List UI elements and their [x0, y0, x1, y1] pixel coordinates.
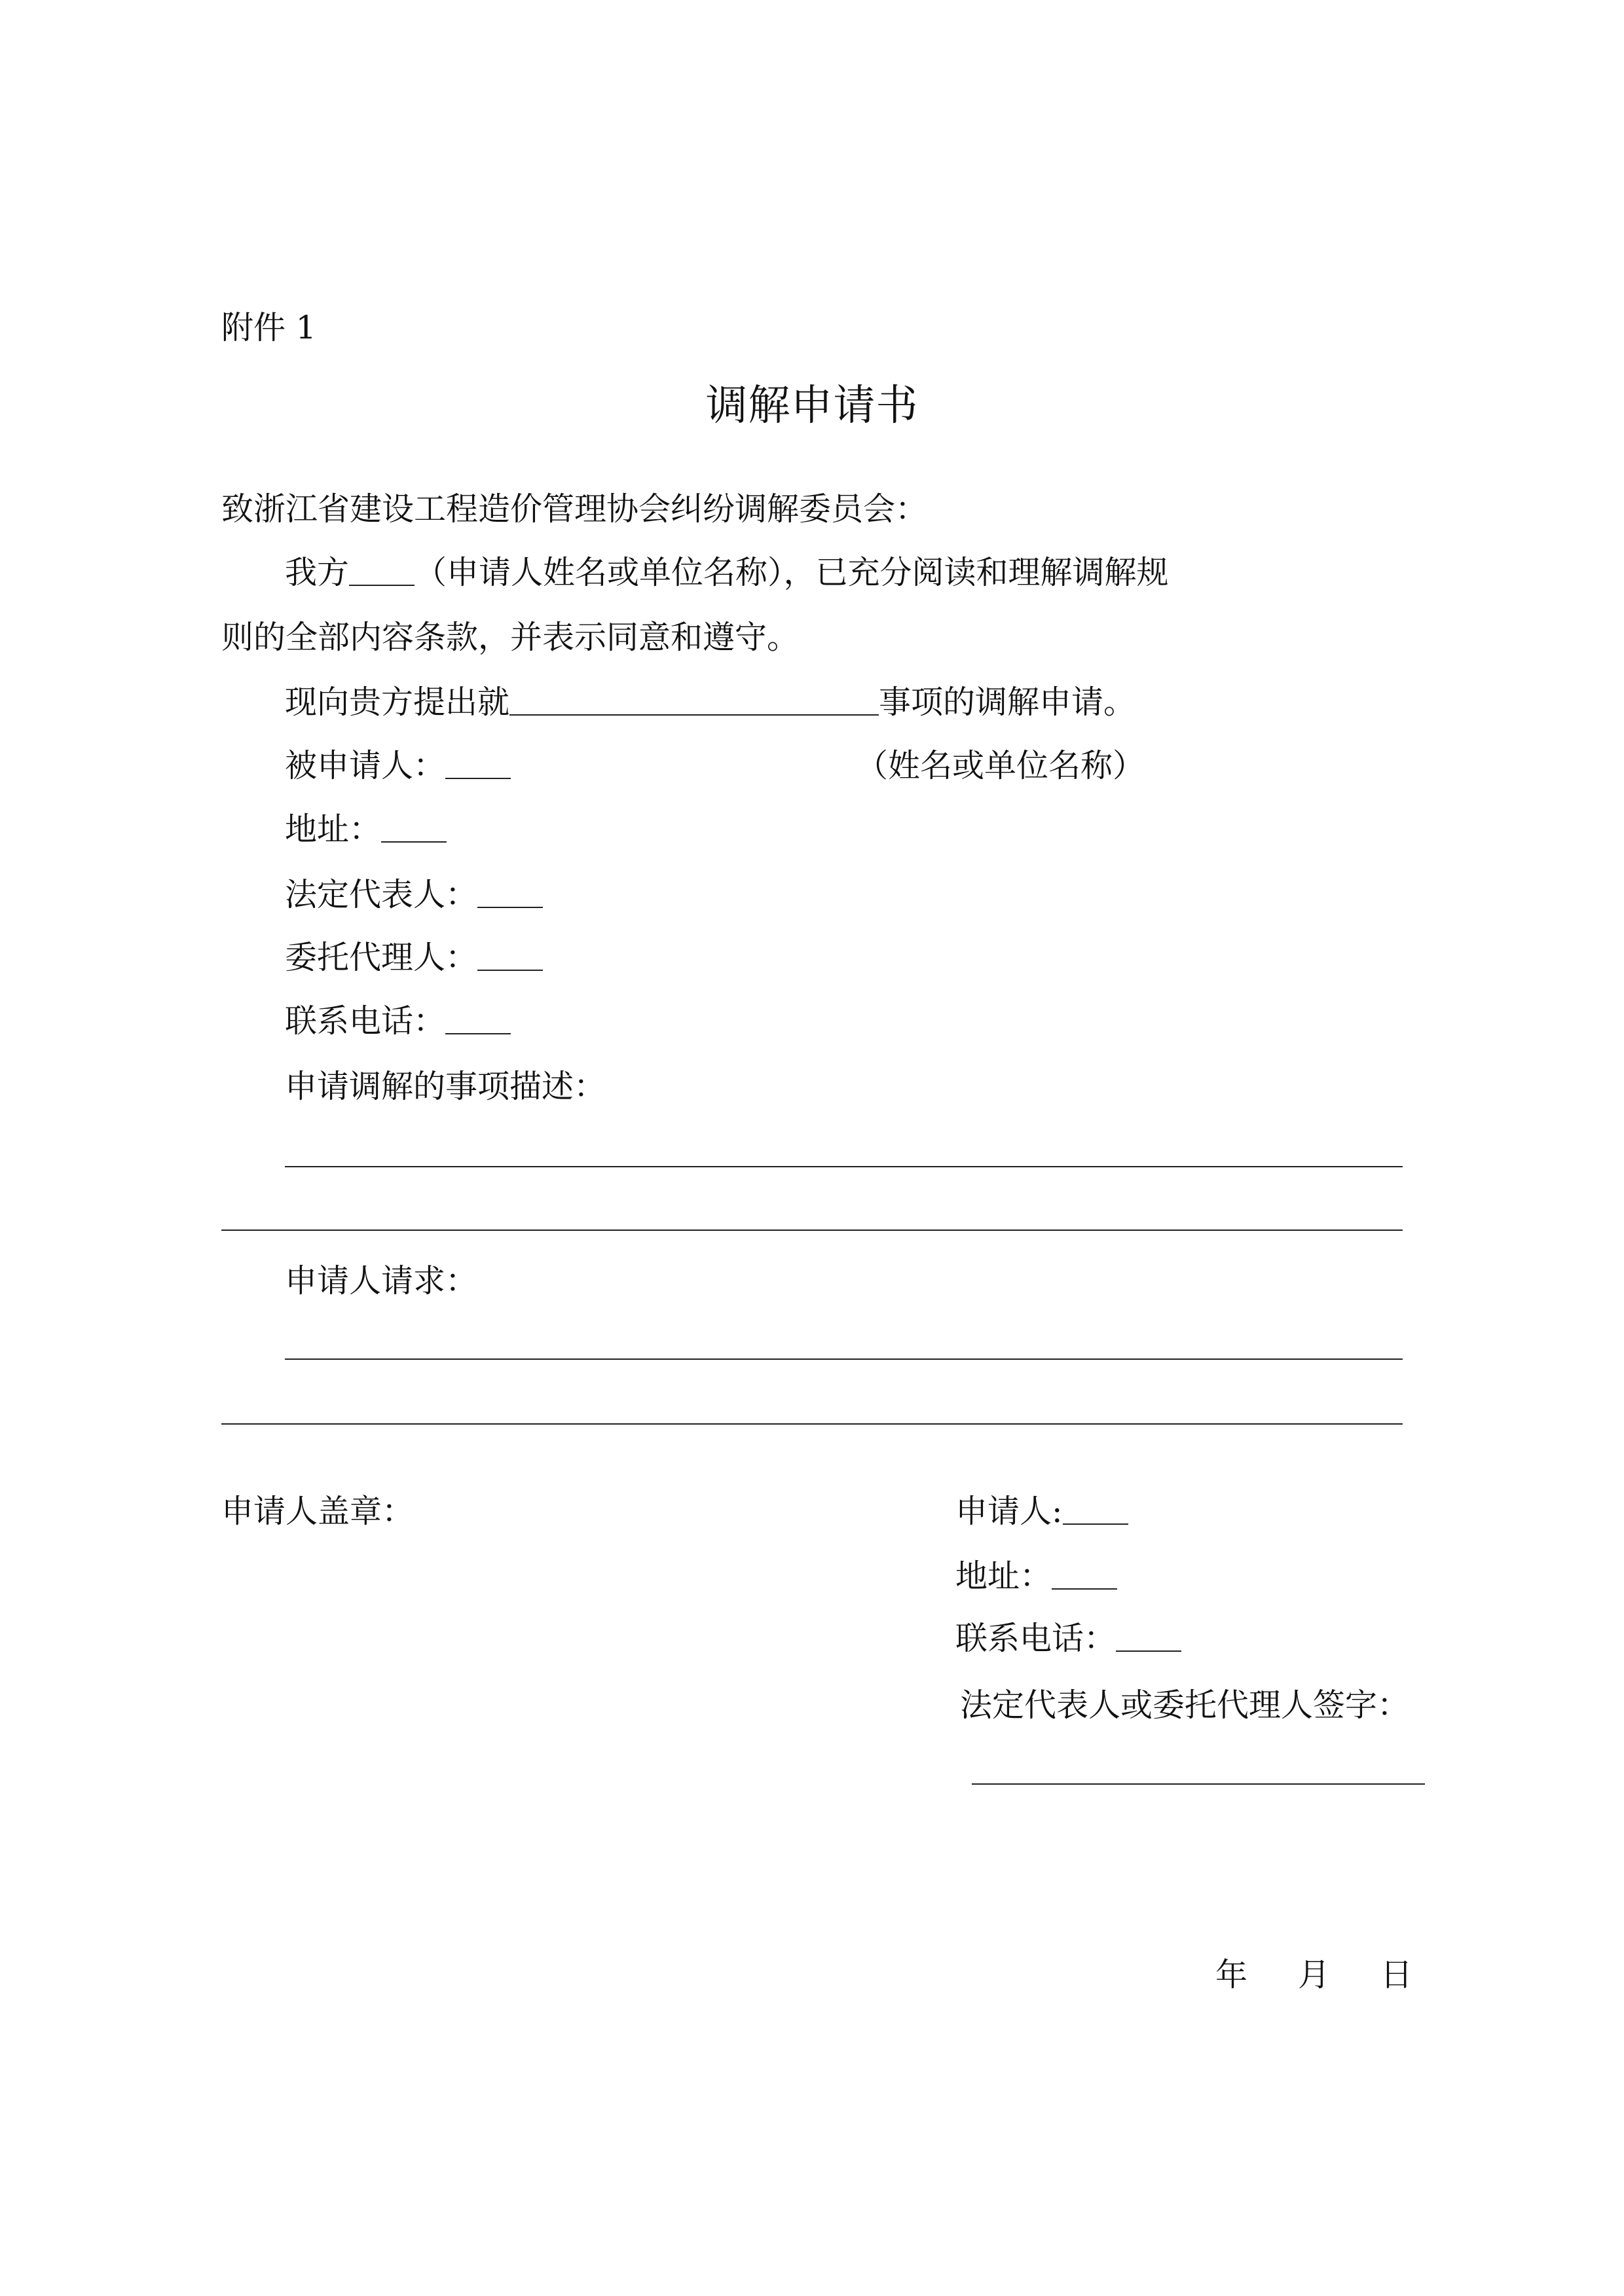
signature-applicant-blank	[1063, 1493, 1128, 1525]
signature-phone-line	[955, 1620, 1439, 1657]
seal-label-text: 申请人盖章：	[221, 1493, 415, 1530]
signature-phone-blank	[1116, 1620, 1181, 1652]
signature-address-line	[955, 1558, 1439, 1595]
signature-address-label: 地址：	[955, 1558, 1052, 1595]
sign-label-text: 法定代表人或委托代理人签字：	[960, 1686, 1410, 1724]
matter-blank	[509, 684, 879, 716]
sign-label	[960, 1687, 1409, 1724]
legal-rep-label: 法定代表人：	[285, 876, 478, 913]
respondent-field	[285, 748, 852, 784]
sign-rule	[972, 1783, 1425, 1785]
document-title: 调解申请书	[705, 382, 919, 430]
date-month: 月	[1298, 1956, 1331, 1994]
intro-line-2	[221, 619, 799, 656]
description-rule-2	[221, 1230, 1403, 1231]
request-rule-1	[285, 1358, 1403, 1360]
respondent-phone-line	[285, 1003, 852, 1040]
legal-rep-line	[285, 877, 852, 913]
legal-rep-blank	[477, 877, 543, 908]
respondent-address-line	[285, 811, 852, 848]
respondent-phone-label: 联系电话：	[285, 1002, 446, 1040]
matter-prefix: 现向贵方提出就	[285, 683, 510, 721]
signature-phone-label: 联系电话：	[955, 1620, 1116, 1657]
salutation	[221, 491, 927, 528]
description-label-text: 申请调解的事项描述：	[285, 1068, 606, 1105]
intro-prefix: 我方	[285, 554, 350, 591]
signature-applicant-label: 申请人:	[955, 1493, 1063, 1530]
intro-suffix: （申请人姓名或单位名称），已充分阅读和理解调解规	[415, 554, 1169, 591]
request-label-text: 申请人请求：	[285, 1262, 478, 1300]
matter-suffix: 事项的调解申请。	[879, 683, 1136, 721]
request-label	[285, 1263, 477, 1300]
agent-line	[285, 939, 852, 976]
respondent-note: （姓名或单位名称）	[856, 747, 1145, 784]
matter-line	[285, 684, 1135, 721]
agent-label: 委托代理人：	[285, 939, 478, 976]
attachment-label-text: 附件 1	[221, 309, 316, 346]
attachment-label	[221, 310, 316, 346]
seal-label	[221, 1493, 414, 1530]
applicant-name-blank	[349, 555, 415, 586]
signature-applicant-line	[955, 1493, 1439, 1530]
description-rule-1	[285, 1166, 1403, 1167]
respondent-blank	[445, 748, 511, 779]
respondent-label: 被申请人：	[285, 747, 446, 784]
request-rule-2	[221, 1423, 1403, 1425]
respondent-line	[285, 748, 1145, 784]
respondent-phone-blank	[445, 1003, 511, 1034]
salutation-text: 致浙江省建设工程造价管理协会纠纷调解委员会：	[221, 490, 928, 528]
signature-address-blank	[1052, 1558, 1117, 1590]
date-day: 日	[1380, 1956, 1413, 1994]
date-year: 年	[1215, 1956, 1248, 1994]
agent-blank	[477, 939, 543, 971]
respondent-address-blank	[381, 811, 447, 843]
intro-line-2-text: 则的全部内容条款，并表示同意和遵守。	[221, 619, 800, 656]
description-label	[285, 1068, 606, 1105]
respondent-address-label: 地址：	[285, 811, 382, 848]
intro-line	[285, 555, 1439, 591]
